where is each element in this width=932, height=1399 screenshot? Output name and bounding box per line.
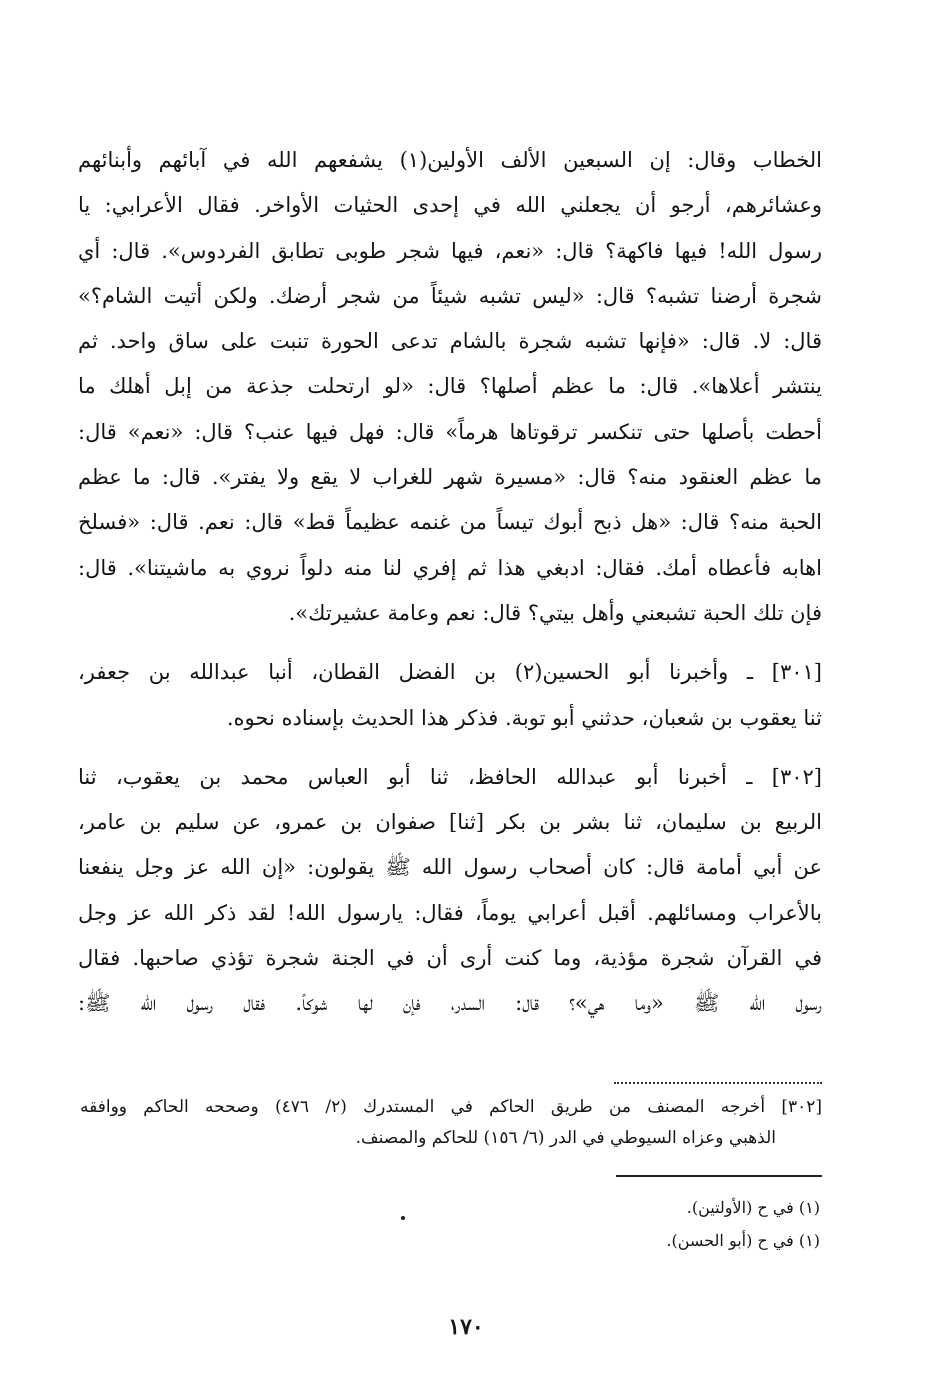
text-line: الحبة منه؟ قال: «هل ذبح أبوك تيساً من غنمه عظيماً قط» قال: نعم. قال: «فسلخ [78,510,822,535]
stray-mark [401,1216,405,1220]
paragraph-hadith-301 [78,650,822,741]
text-line: ينتشر أعلاها». قال: ما عظم أصلها؟ قال: «لو ارتحلت جذعة من إبل أهلك ما [78,374,822,399]
note-item: (١) في ح (أبو الحسن). [666,1231,820,1250]
manuscript-notes [666,1191,820,1257]
text-line: فإن تلك الحبة تشبعني وأهل بيتي؟ قال: نعم وعامة عشيرتك». [288,600,822,625]
footnote-divider-solid [616,1175,822,1177]
footnote-line: [٣٠٢] أخرجه المصنف من طريق الحاكم في المستدرك (٢/ ٤٧٦) وصححه الحاكم ووافقه [80,1097,822,1117]
footnote-divider-dotted [614,1082,822,1084]
page-number: ١٧٠ [448,1314,484,1340]
footnote-line: الذهبي وعزاه السيوطي في الدر (٦/ ١٥٦) للحاكم والمصنف. [355,1128,776,1148]
text-line: بالأعراب ومسائلهم. أقبل أعرابي يوماً، فقال: يارسول الله! لقد ذكر الله عز وجل [78,900,822,925]
main-text [78,138,822,1027]
text-line: شجرة أرضنا تشبه؟ قال: «ليس تشبه شيئاً من شجر أرضك. ولكن أتيت الشام؟» [78,283,822,308]
text-line: اهابه فأعطاه أمك. فقال: ادبغي هذا ثم إفري لنا منه دلواً نروي به ماشيتنا». قال: [78,555,822,580]
text-line: عن أبي أمامة قال: كان أصحاب رسول الله ﷺ يقولون: «إن الله عز وجل ينفعنا [78,855,822,880]
text-line: أحطت بأصلها حتى تنكسر ترقوتاها هرماً» قال: فهل فيها عنب؟ قال: «نعم» قال: [78,419,822,444]
text-line: رسول الله ﷺ «وما هي»؟ قال: السدر، فإن لها شوكاً. فقال رسول الله ﷺ: [78,991,822,1016]
text-line: في القرآن شجرة مؤذية، وما كنت أرى أن في الجنة شجرة تؤذي صاحبها. فقال [78,946,822,971]
text-line: قال: لا. قال: «فإنها تشبه شجرة بالشام تدعى الحورة تنبت على ساق واحد. ثم [78,329,822,354]
text-line: [٣٠١] ـ وأخبرنا أبو الحسين(٢) بن الفضل القطان، أنبا عبدالله بن جعفر، [78,660,822,685]
text-line: ثنا يعقوب بن شعبان، حدثني أبو توبة. فذكر هذا الحديث بإسناده نحوه. [226,705,822,730]
text-line: ما عظم العنقود منه؟ قال: «مسيرة شهر للغراب لا يقع ولا يفتر». قال: ما عظم [78,465,822,490]
hadith-footnote [80,1092,822,1154]
text-line: رسول الله! فيها فاكهة؟ قال: «نعم، فيها شجر طوبى تطابق الفردوس». قال: أي [78,238,822,263]
paragraph-hadith-302 [78,755,822,1027]
paragraph-hadith-300 [78,138,822,636]
note-item: (١) في ح (الأولتين). [686,1198,820,1217]
text-line: [٣٠٢] ـ أخبرنا أبو عبدالله الحافظ، ثنا أبو العباس محمد بن يعقوب، ثنا [78,764,822,789]
text-line: الربيع بن سليمان، ثنا بشر بن بكر [ثنا] صفوان بن عمرو، عن سليم بن عامر، [78,810,822,835]
text-line: وعشائرهم، أرجو أن يجعلني الله في إحدى الحثيات الأواخر. فقال الأعرابي: يا [78,193,822,218]
text-line: الخطاب وقال: إن السبعين الألف الأولين(١) يشفعهم الله في آبائهم وأبنائهم [78,148,822,172]
